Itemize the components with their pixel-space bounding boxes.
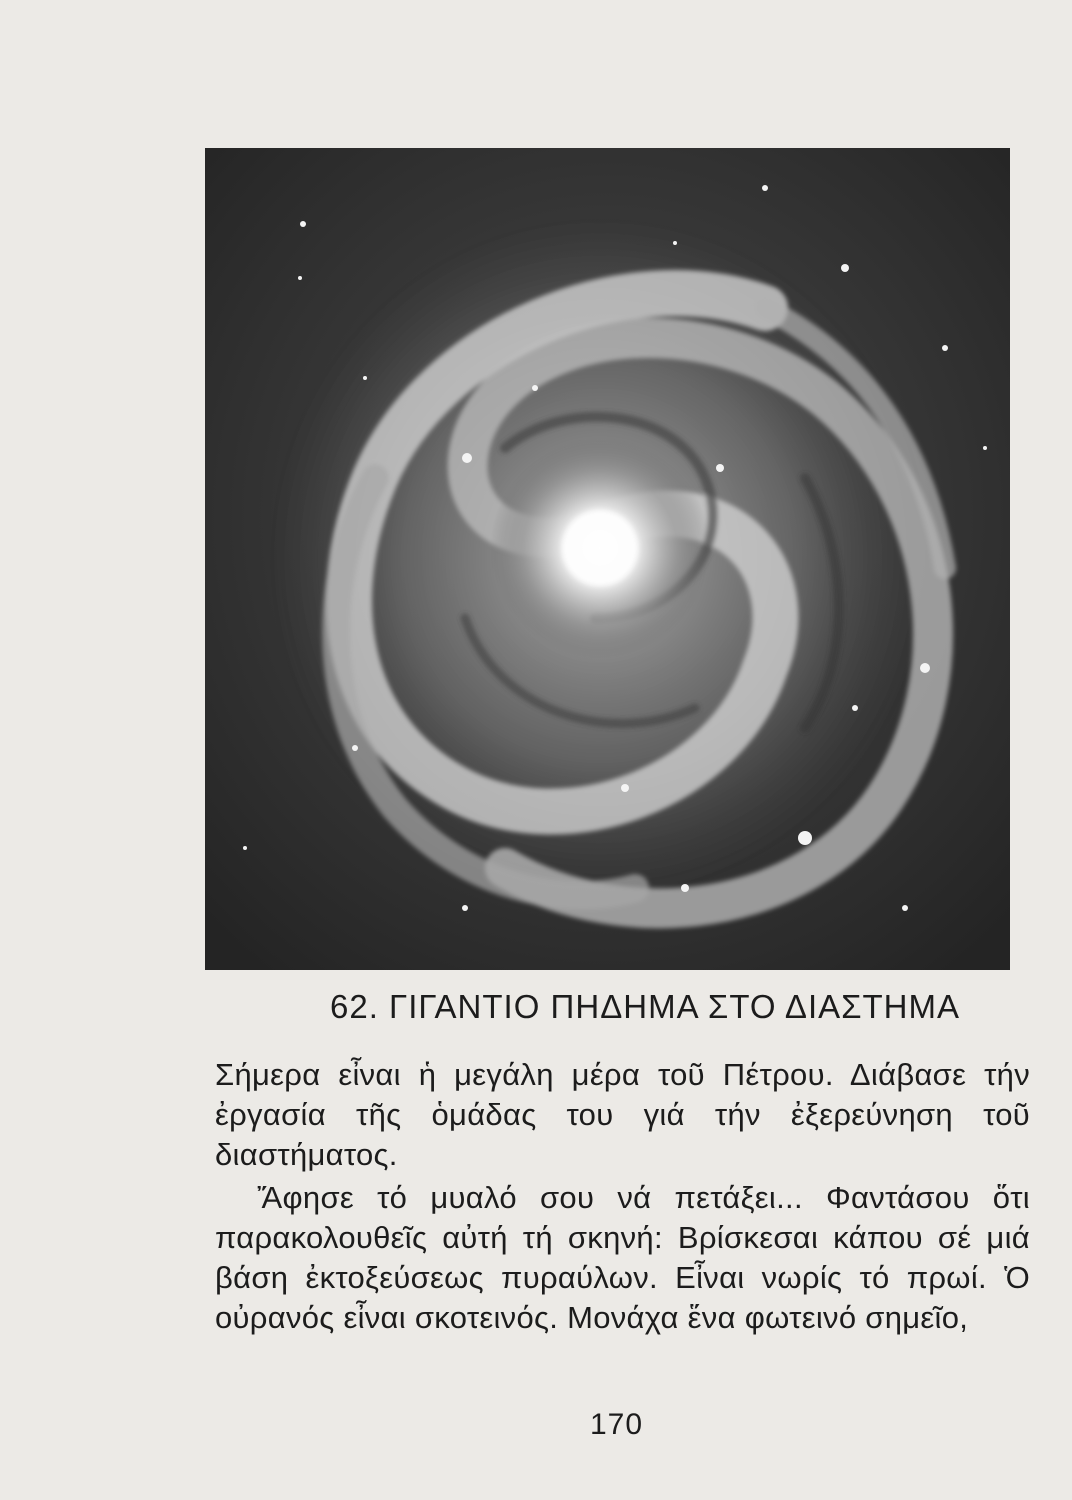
figure-caption: 62. ΓΙΓΑΝΤΙΟ ΠΗΔΗΜΑ ΣΤΟ ΔΙΑΣΤΗΜΑ — [330, 988, 961, 1025]
paragraph-2: Ἄφησε τό μυαλό σου νά πετάξει... Φαντάσου ὅτι παρακολουθεῖς αὐτή τή σκηνή: Βρίσκεσαι κάπου σέ μιά βάση ἐκτοξεύσεως πυραύλων. Εἶναι νωρίς τό πρωί. Ὁ οὐρανός εἶναι σκοτεινός. Μονάχα ἕνα φωτεινό σημεῖο, — [215, 1180, 1030, 1335]
paragraph-1: Σήμερα εἶναι ἡ μεγάλη μέρα τοῦ Πέτρου. Διάβασε τήν ἐργασία τῆς ὁμάδας του γιά τήν ἐξερεύνηση τοῦ διαστήματος. — [215, 1057, 1030, 1172]
page-number: 170 — [590, 1408, 644, 1441]
spiral-galaxy-photo — [205, 148, 1010, 970]
